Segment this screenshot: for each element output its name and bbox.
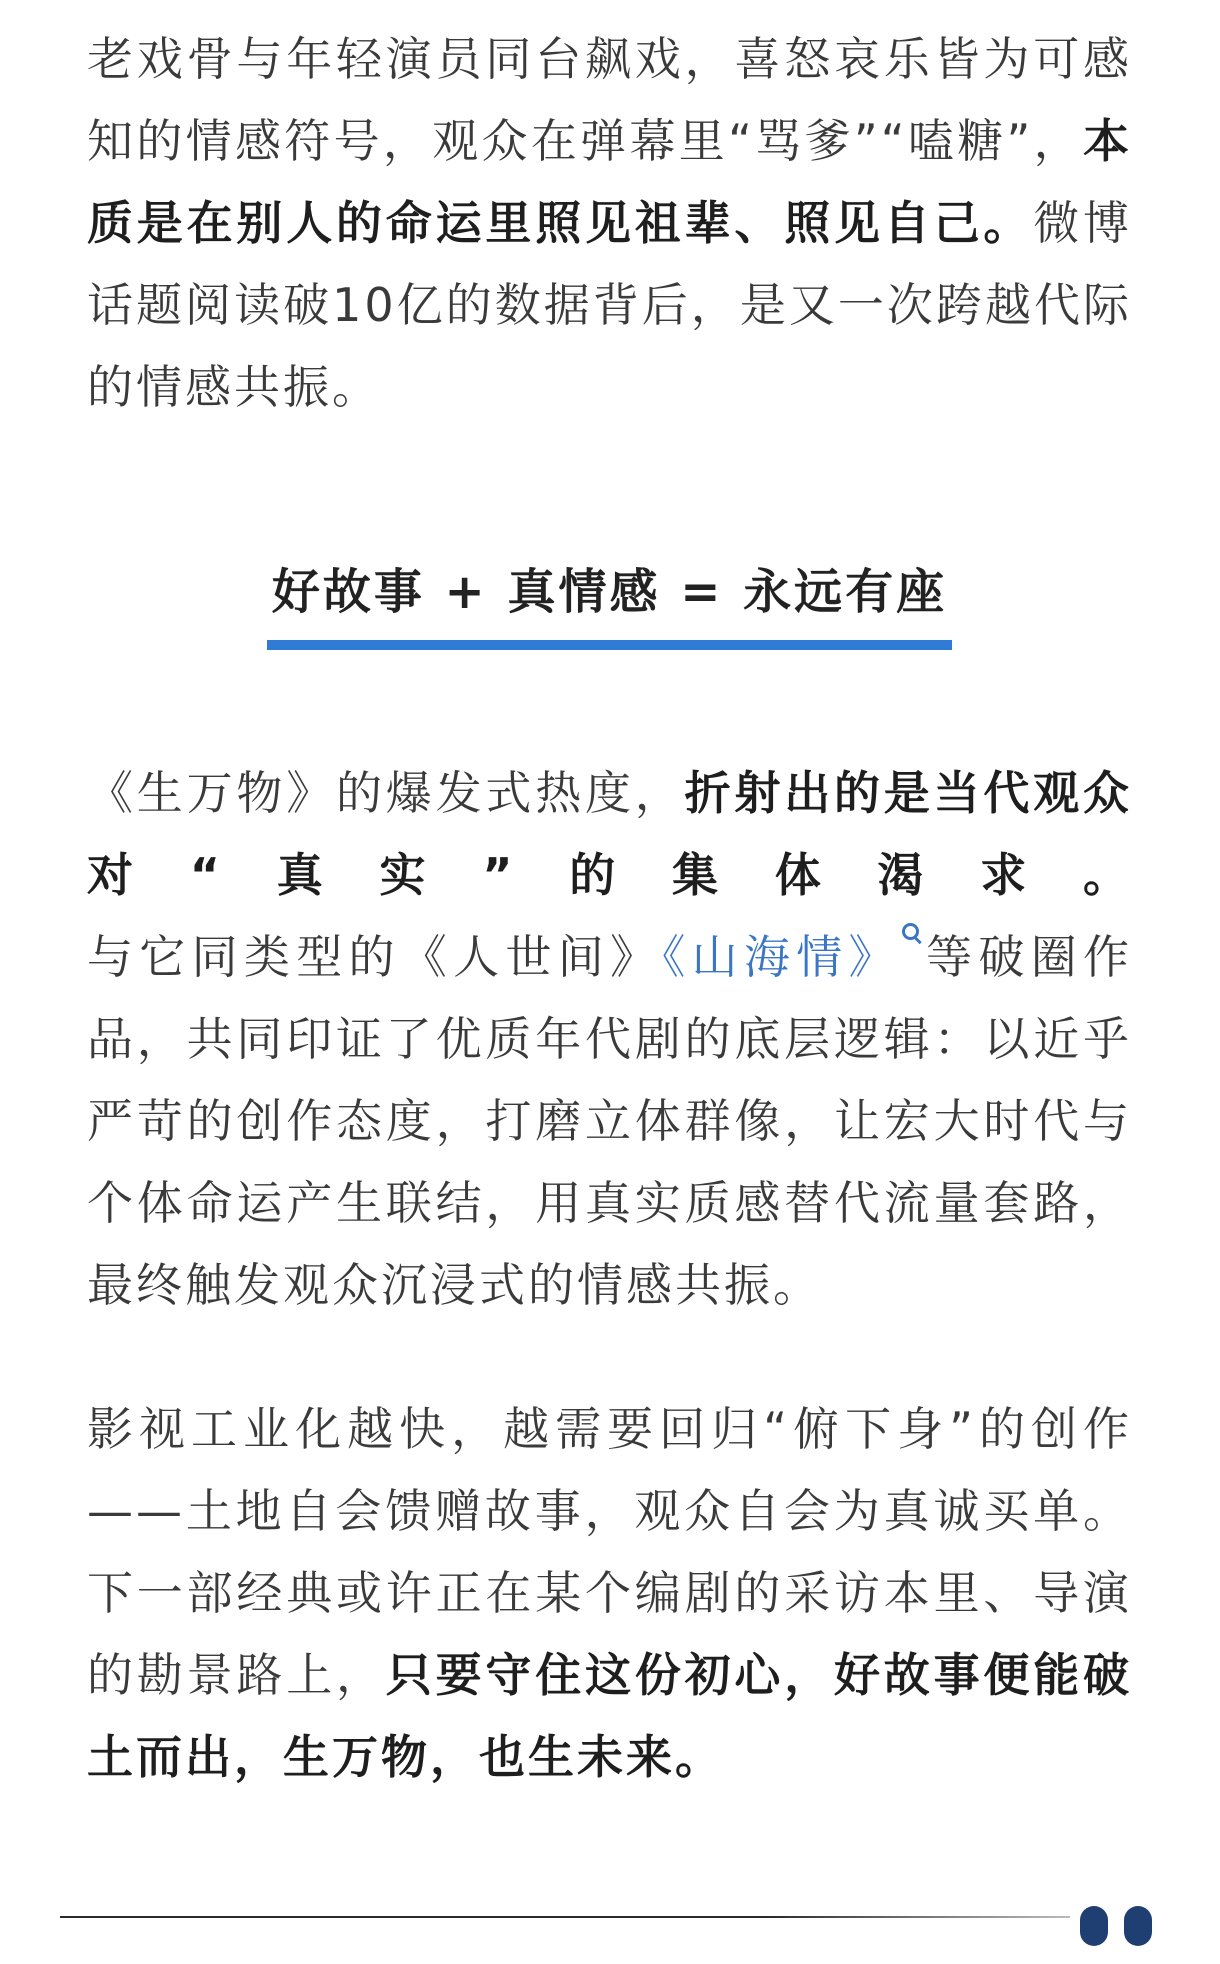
paragraph-analysis-text-c: 等破圈作品，共同印证了优质年代剧的底层逻辑：以近乎严苛的创作态度，打磨立体群像，让宏大时代与个体命运产生联结，用真实质感替代流量套路，最终触发观众沉浸式的情感共振。 xyxy=(87,930,1133,1312)
footer-decoration xyxy=(1080,1906,1170,1936)
paragraph-intro-tail: 微博话题阅读破10亿的数据背后，是又一次跨越代际的情感共振。 xyxy=(87,196,1133,414)
article-body xyxy=(87,18,1132,1798)
drama-search-link-label: 《山海情》 xyxy=(662,930,901,984)
footer-divider xyxy=(60,1916,1070,1918)
paragraph-conclusion-bold: 只要守住这份初心，好故事便能破土而出，生万物，也生未来。 xyxy=(87,1648,1133,1784)
section-header xyxy=(87,552,1132,752)
paragraph-analysis-text-a: 《生万物》的爆发式热度， xyxy=(87,766,685,820)
drama-search-link[interactable] xyxy=(662,930,923,984)
paragraph-intro xyxy=(87,18,1132,428)
paragraph-analysis-text-b: 与它同类型的《人世间》 xyxy=(87,930,663,984)
paragraph-intro-text: 老戏骨与年轻演员同台飙戏，喜怒哀乐皆为可感知的情感符号，观众在弹幕里“骂爹”“嗑糖”， xyxy=(87,32,1132,168)
paragraph-intro-bold: 本质是在别人的命运里照见祖辈、照见自己。 xyxy=(87,114,1132,250)
paragraph-conclusion xyxy=(87,1388,1132,1798)
paragraph-analysis-bold: 折射出的是当代观众对“真实”的集体渴求。 xyxy=(87,766,1133,902)
footer-dot-icon xyxy=(1124,1906,1152,1946)
search-icon xyxy=(901,922,923,944)
section-title: 好故事 + 真情感 = 永远有座 xyxy=(271,564,948,620)
section-title-underline xyxy=(267,640,952,650)
footer-dot-icon xyxy=(1080,1906,1108,1946)
paragraph-analysis xyxy=(87,752,1132,1326)
paragraph-conclusion-text: 影视工业化越快，越需要回归“俯下身”的创作——土地自会馈赠故事，观众自会为真诚买单。下一部经典或许正在某个编剧的采访本里、导演的勘景路上， xyxy=(87,1402,1132,1702)
